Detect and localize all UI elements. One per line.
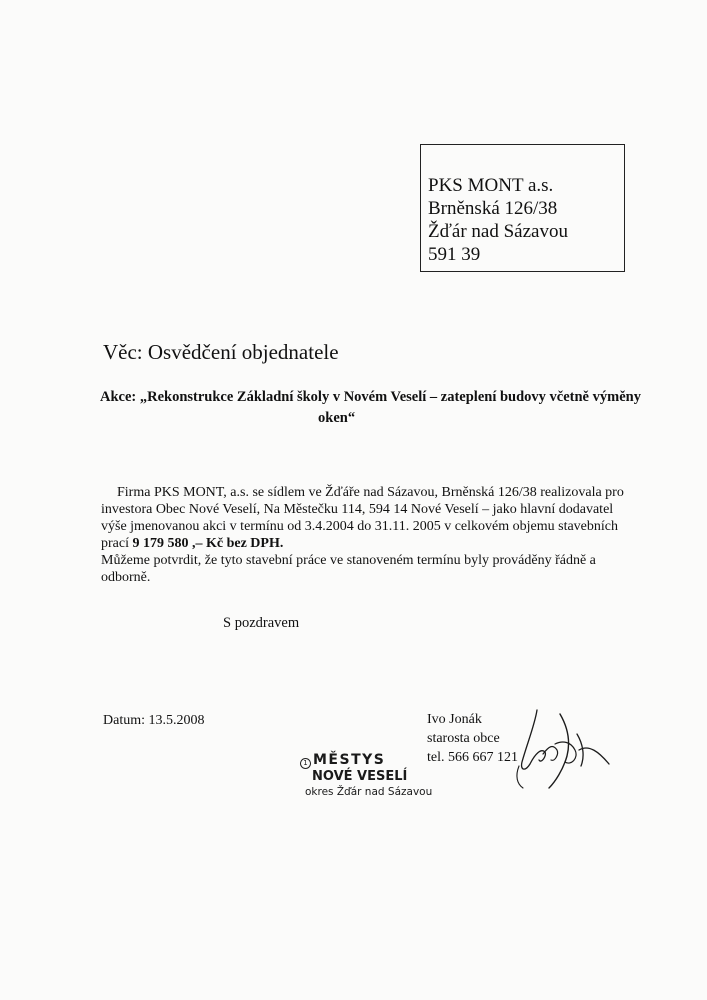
body-amount-prefix: prací (101, 536, 133, 551)
stamp-line-3: okres Žďár nad Sázavou (305, 786, 433, 798)
body-line-2: investora Obec Nové Veselí, Na Městečku 114, 594 14 Nové Veselí – jako hlavní dodavatel (101, 502, 614, 517)
handwritten-signature (505, 704, 615, 799)
body-line-6: odborně. (101, 570, 151, 585)
stamp-line-1: MĚSTYS (313, 752, 386, 768)
address-city: Žďár nad Sázavou (428, 221, 568, 242)
letter-body (101, 484, 624, 586)
project-title-line-2: oken“ (318, 410, 356, 426)
body-line-4 (101, 535, 621, 552)
stamp-line-2: NOVÉ VESELÍ (312, 769, 408, 784)
contract-amount: 9 179 580 ,– Kč bez DPH. (132, 536, 284, 551)
signer-name: Ivo Jonák (427, 712, 482, 727)
closing-greeting: S pozdravem (223, 615, 300, 631)
stamp-number: 1 (300, 758, 311, 769)
address-street: Brněnská 126/38 (428, 198, 558, 219)
project-title-line-1: Akce: „Rekonstrukce Základní školy v Novém Veselí – zateplení budovy včetně výměny (100, 389, 641, 405)
project-title (100, 387, 641, 429)
recipient-address-box (420, 144, 625, 272)
body-line-3: výše jmenovanou akci v termínu od 3.4.2004 do 31.11. 2005 v celkovém objemu stavebních (101, 519, 618, 534)
letter-subject: Věc: Osvědčení objednatele (103, 340, 339, 364)
body-line-1: Firma PKS MONT, a.s. se sídlem ve Žďáře nad Sázavou, Brněnská 126/38 realizovala pro (117, 485, 624, 500)
address-postcode: 591 39 (428, 244, 481, 265)
address-company: PKS MONT a.s. (428, 175, 554, 196)
body-line-5: Můžeme potvrdit, že tyto stavební práce ve stanoveném termínu byly prováděny řádně a (101, 553, 596, 568)
signer-role: starosta obce (427, 731, 500, 746)
signer-phone: tel. 566 667 121 (427, 750, 518, 765)
recipient-address (428, 174, 568, 266)
letter-date: Datum: 13.5.2008 (103, 713, 205, 728)
